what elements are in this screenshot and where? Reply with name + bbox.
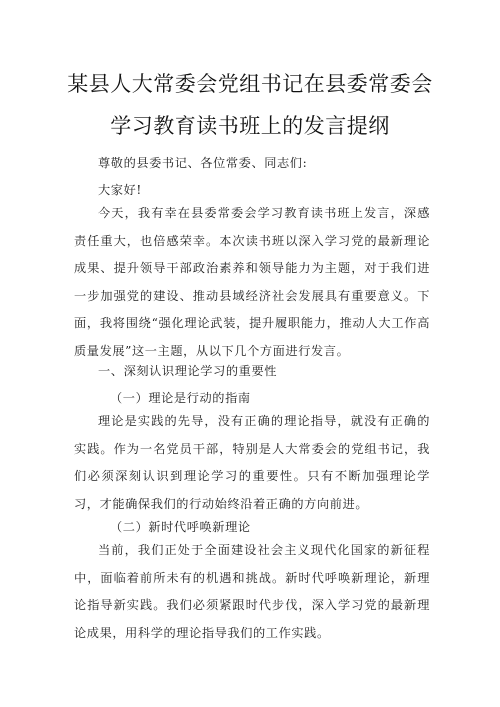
section-heading-1: 一、深刻认识理论学习的重要性: [98, 364, 278, 378]
salutation: 尊敬的县委书记、各位常委、同志们:: [98, 156, 308, 170]
subsection-heading-2: （二）新时代呼唤新理论: [110, 520, 251, 534]
subsection-paragraph-1: 理论是实践的先导，没有正确的理论指导，就没有正确的实践。作为一名党员干部，特别是人大常委会的党组书记，我们必须深刻认识到理论学习的重要性。只有不断加强理论学习，才能确保我们的行动始终沿着正确的方向前进。: [74, 414, 430, 511]
intro-paragraph: 今天，我有幸在县委常委会学习教育读书班上发言，深感责任重大，也倍感荣幸。本次读书班以深入学习党的最新理论成果、提升领导干部政治素养和领导能力为主题，对于我们进一步加强党的建设、推动县域经济社会发展具有重要意义。下面，我将围绕“强化理论武装，提升履职能力，推动人大工作高质量发展”这一主题，从以下几个方面进行发言。: [74, 206, 430, 358]
document-title-line-1: 某县人大常委会党组书记在县委常委会: [67, 72, 433, 96]
document-title-line-2: 学习教育读书班上的发言提纲: [110, 114, 390, 138]
subsection-paragraph-2: 当前，我们正处于全面建设社会主义现代化国家的新征程中，面临着前所未有的机遇和挑战。新时代呼唤新理论，新理论指导新实践。我们必须紧跟时代步伐，深入学习党的最新理论成果，用科学的理论指导我们的工作实践。: [74, 543, 430, 640]
greeting: 大家好!: [98, 183, 142, 197]
subsection-heading-1: （一）理论是行动的指南: [110, 391, 251, 405]
